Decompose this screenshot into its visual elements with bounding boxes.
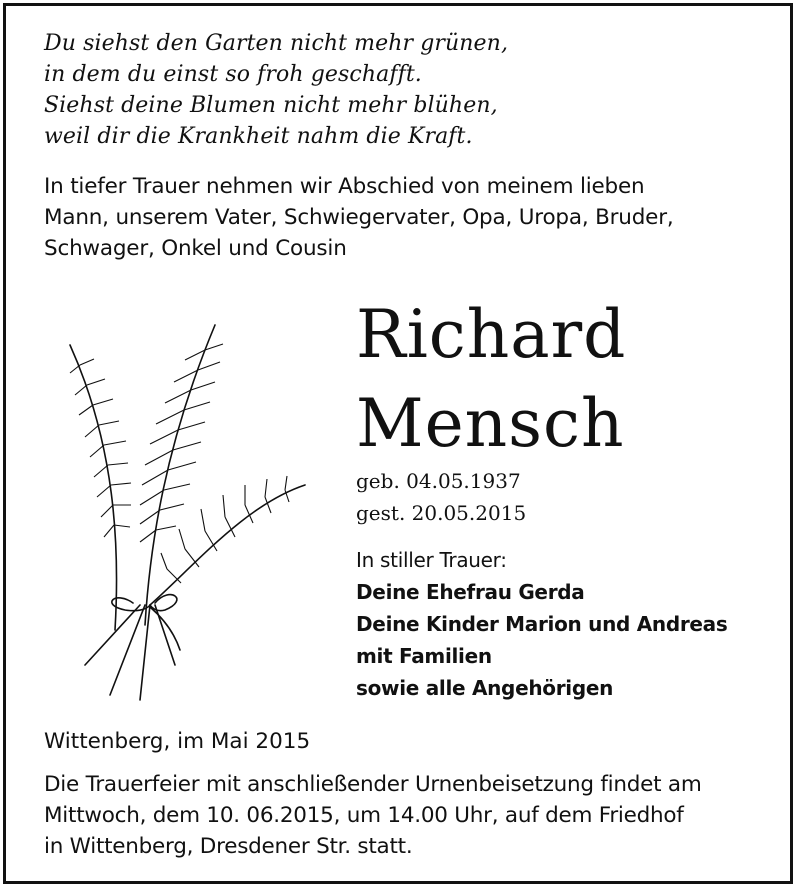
- last-name: Mensch: [356, 385, 625, 462]
- place-date: Wittenberg, im Mai 2015: [44, 729, 311, 754]
- mourner-line: mit Familien: [356, 644, 492, 668]
- fern-bouquet-icon: [55, 305, 325, 705]
- funeral-info: [44, 769, 702, 862]
- deceased-name: [356, 290, 626, 468]
- poem: [44, 28, 508, 152]
- funeral-line: Mittwoch, dem 10. 06.2015, um 14.00 Uhr, auf dem Friedhof: [44, 803, 684, 828]
- mourners-heading: In stiller Trauer:: [356, 548, 507, 572]
- birth-date: geb. 04.05.1937: [356, 469, 521, 493]
- mourner-line: Deine Kinder Marion und Andreas: [356, 612, 728, 636]
- funeral-line: in Wittenberg, Dresdener Str. statt.: [44, 834, 413, 859]
- poem-line: Siehst deine Blumen nicht mehr blühen,: [44, 93, 498, 118]
- funeral-line: Die Trauerfeier mit anschließender Urnenbeisetzung findet am: [44, 772, 702, 797]
- intro-line: Mann, unserem Vater, Schwiegervater, Opa, Uropa, Bruder,: [44, 205, 674, 230]
- life-dates: [356, 465, 526, 529]
- poem-line: in dem du einst so froh geschafft.: [44, 62, 422, 87]
- intro-text: [44, 171, 744, 264]
- death-date: gest. 20.05.2015: [356, 501, 527, 525]
- first-name: Richard: [356, 296, 627, 373]
- intro-line: In tiefer Trauer nehmen wir Abschied von meinem lieben: [44, 174, 645, 199]
- intro-line: Schwager, Onkel und Cousin: [44, 236, 347, 261]
- poem-line: weil dir die Krankheit nahm die Kraft.: [44, 124, 473, 149]
- mourners: [356, 544, 727, 704]
- mourner-line: sowie alle Angehörigen: [356, 676, 614, 700]
- mourner-line: Deine Ehefrau Gerda: [356, 580, 585, 604]
- poem-line: Du siehst den Garten nicht mehr grünen,: [44, 31, 509, 56]
